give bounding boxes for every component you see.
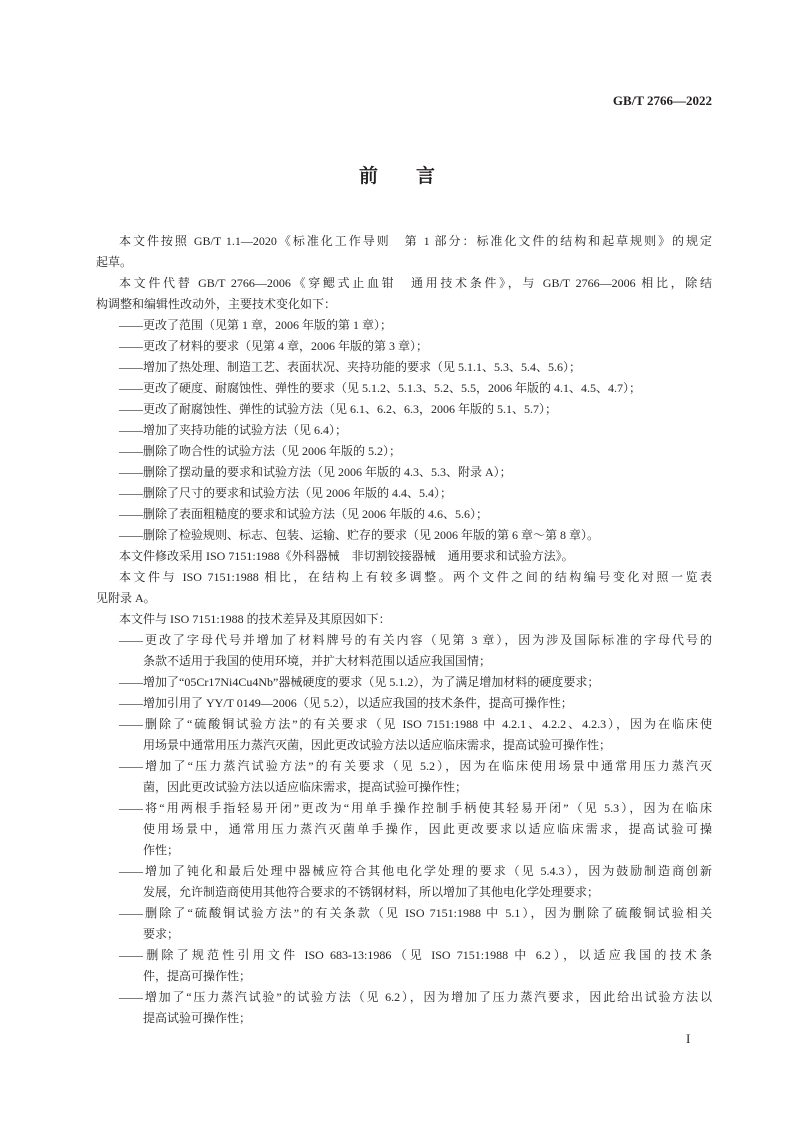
text-line: 构调整和编辑性改动外，主要技术变化如下： (96, 297, 337, 311)
text-line: ——删除了“硫酸铜试验方法”的有关条款（见 ISO 7151:1988 中 5.1），因为删除了硫酸铜试验相关 (119, 906, 712, 920)
text-line: 见附录 A。 (96, 591, 156, 605)
text-line: 提高试验可操作性； (143, 1011, 252, 1025)
paragraph-drafting-rules (96, 231, 712, 273)
paragraph-replacement (96, 273, 712, 315)
text-line: ——删除了规范性引用文件 ISO 683-13:1986（见 ISO 7151:1988 中 6.2），以适应我国的技术条 (119, 948, 712, 962)
list-item: ——增加了夹持功能的试验方法（见 6.4）； (119, 423, 348, 437)
text-line: ——增加了“05Cr17Ni4Cu4Nb”器械硬度的要求（见 5.1.2），为了满足增加材料的硬度要求； (119, 675, 600, 689)
list-item: ——删除了检验规则、标志、包装、运输、贮存的要求（见 2006 年版的第 6 章～第 8 章）。 (119, 528, 600, 542)
preface-body (96, 231, 712, 1029)
list-item (96, 987, 712, 1029)
text-line: 使用场景中，通常用压力蒸汽灭菌单手操作，因此更改要求以适应临床需求，提高试验可操 (143, 822, 712, 836)
list-item: ——更改了硬度、耐腐蚀性、弹性的要求（见 5.1.2、5.1.3、5.2、5.5，2006 年版的 4.1、4.5、4.7）； (119, 381, 642, 395)
paragraph-differences-intro: 本文件与 ISO 7151:1988 的技术差异及其原因如下： (119, 612, 391, 626)
text-line: ——增加引用了 YY/T 0149—2006（见 5.2），以适应我国的技术条件，提高可操作性； (119, 696, 573, 710)
text-line: 件，提高可操作性； (143, 969, 252, 983)
list-item (96, 714, 712, 756)
list-item (96, 756, 712, 798)
text-line: ——删除了“硫酸铜试验方法”的有关要求（见 ISO 7151:1988 中 4.2.1、4.2.2、4.2.3），因为在临床使 (119, 717, 712, 731)
document-number: GB/T 2766—2022 (612, 93, 712, 108)
list-item: ——更改了范围（见第 1 章，2006 年版的第 1 章）； (119, 318, 393, 332)
text-line: 作性； (143, 843, 180, 857)
list-item: ——删除了表面粗糙度的要求和试验方法（见 2006 年版的 4.6、5.6）； (119, 507, 489, 521)
text-line: 条款不适用于我国的使用环境，并扩大材料范围以适应我国国情； (143, 654, 492, 668)
text-line: 菌，因此更改试验方法以适应临床需求，提高试验可操作性； (143, 780, 468, 794)
text-line: ——增加了“压力蒸汽试验”的试验方法（见 6.2），因为增加了压力蒸汽要求，因此给出试验方法以 (119, 990, 712, 1004)
technical-differences-list (96, 630, 712, 1029)
text-line: ——增加了“压力蒸汽试验方法”的有关要求（见 5.2），因为在临床使用场景中通常用压力蒸汽灭 (119, 759, 712, 773)
text-line: ——将“用两根手指轻易开闭”更改为“用单手操作控制手柄使其轻易开闭”（见 5.3），因为在临床 (119, 801, 712, 815)
list-item: ——更改了材料的要求（见第 4 章，2006 年版的第 3 章）； (119, 339, 429, 353)
text-line: 用场景中通常用压力蒸汽灭菌，因此更改试验方法以适应临床需求，提高试验可操作性； (143, 738, 612, 752)
text-line: 要求； (143, 927, 180, 941)
text-line: ——更改了字母代号并增加了材料牌号的有关内容（见第 3 章），因为涉及国际标准的字母代号的 (119, 633, 712, 647)
paragraph-structure (96, 567, 712, 609)
page-number: I (686, 1031, 691, 1046)
text-line: 本文件代替 GB/T 2766—2006《穿鳃式止血钳 通用技术条件》，与 GB/T 2766—2006 相比，除结 (119, 276, 712, 290)
list-item (96, 630, 712, 672)
paragraph-adoption: 本文件修改采用 ISO 7151:1988《外科器械 非切割铰接器械 通用要求和试验方法》。 (119, 549, 574, 563)
page-title: 前 言 (358, 165, 435, 187)
list-item: ——更改了耐腐蚀性、弹性的试验方法（见 6.1、6.2、6.3，2006 年版的 5.1、5.7）； (119, 402, 558, 416)
list-item (96, 861, 712, 903)
list-item (96, 672, 712, 693)
text-line: 本文件与 ISO 7151:1988 相比，在结构上有较多调整。两个文件之间的结构编号变化对照一览表 (119, 570, 712, 584)
list-item (96, 903, 712, 945)
text-line: 本文件按照 GB/T 1.1—2020《标准化工作导则 第 1 部分：标准化文件的结构和起草规则》的规定 (119, 234, 712, 248)
list-item: ——删除了摆动量的要求和试验方法（见 2006 年版的 4.3、5.3、附录 A）； (119, 465, 512, 479)
list-item (96, 798, 712, 861)
list-item: ——删除了吻合性的试验方法（见 2006 年版的 5.2）； (119, 444, 402, 458)
list-item (96, 693, 712, 714)
technical-changes-list (96, 315, 712, 546)
text-line: 起草。 (96, 255, 133, 269)
list-item (96, 945, 712, 987)
text-line: ——增加了钝化和最后处理中器械应符合其他电化学处理的要求（见 5.4.3），因为鼓励制造商创新 (119, 864, 712, 878)
text-line: 发展，允许制造商使用其他符合要求的不锈钢材料，所以增加了其他电化学处理要求； (143, 885, 600, 899)
list-item: ——增加了热处理、制造工艺、表面状况、夹持功能的要求（见 5.1.1、5.3、5.4、5.6）； (119, 360, 582, 374)
list-item: ——删除了尺寸的要求和试验方法（见 2006 年版的 4.4、5.4）； (119, 486, 453, 500)
